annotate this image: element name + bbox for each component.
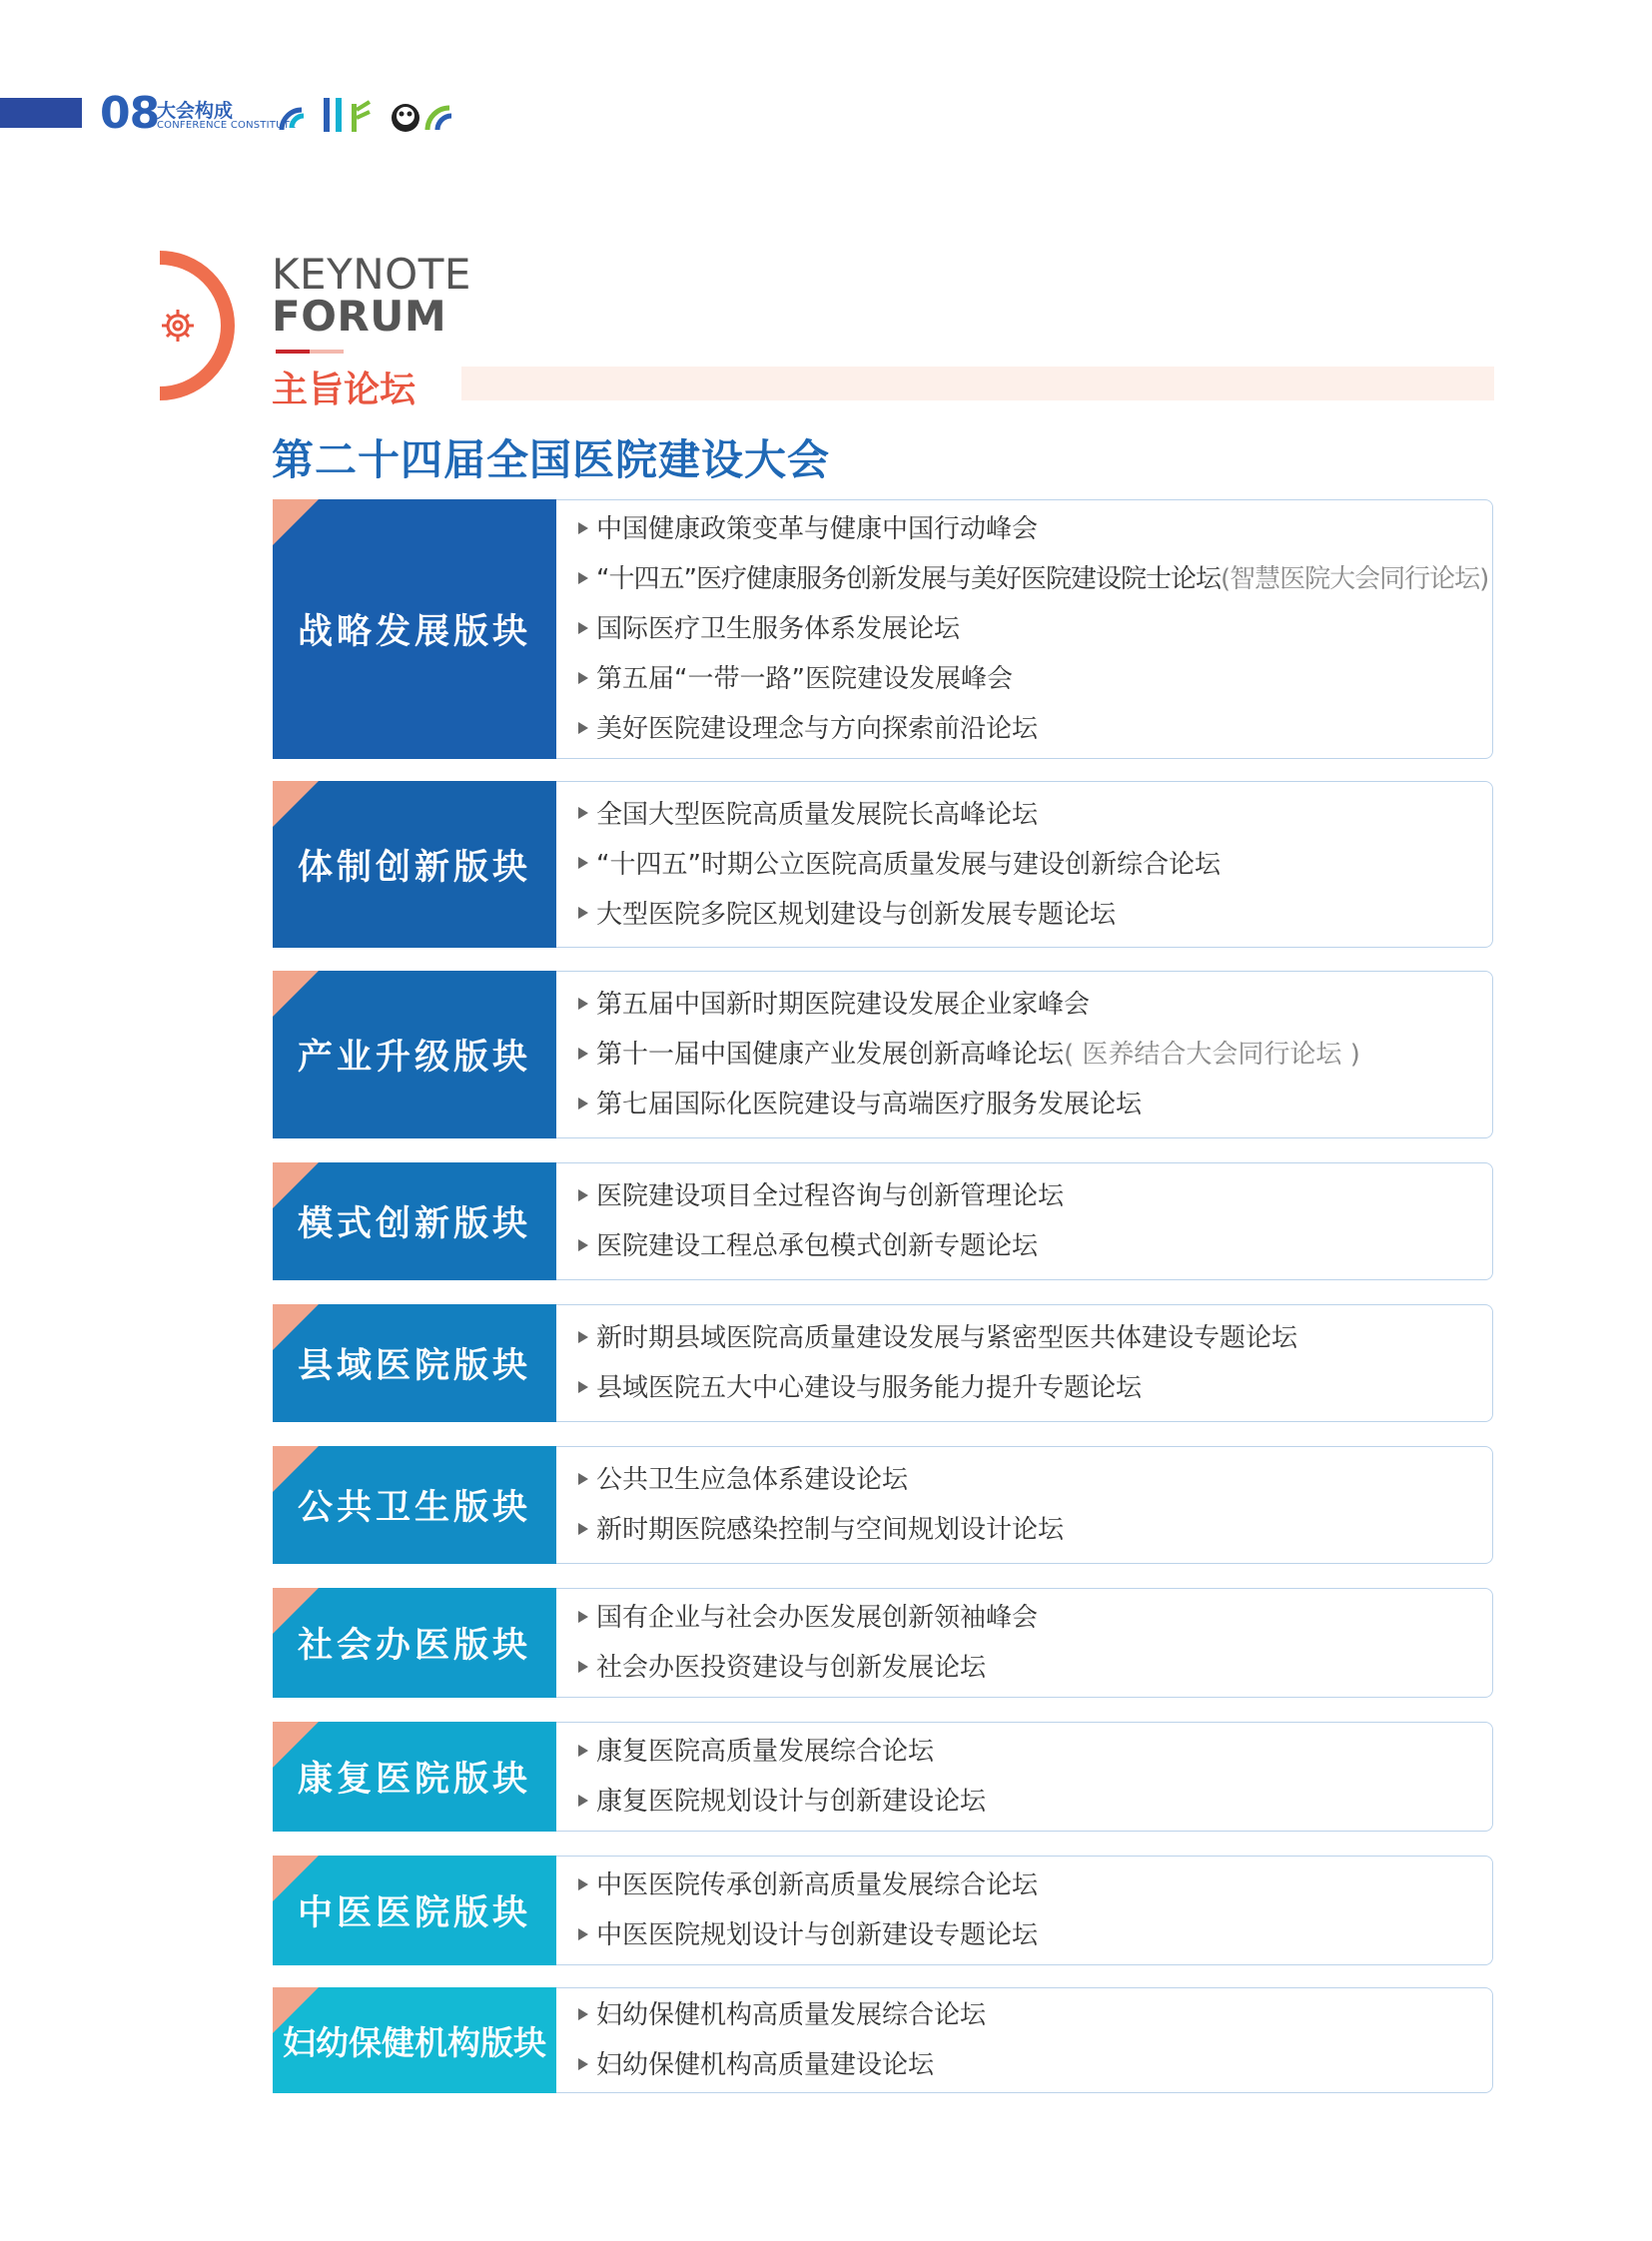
bullet-triangle-icon [578,1189,588,1201]
block-label: 妇幼保健机构版块 [283,2022,546,2062]
bullet-triangle-icon [578,1381,588,1393]
list-item: “十四五”医疗健康服务创新发展与美好医院建设院士论坛(智慧医院大会同行论坛) [578,554,1492,604]
block-items [556,1987,1493,2093]
list-item: 大型医院多院区规划建设与创新发展专题论坛 [578,890,1492,940]
bullet-triangle-icon [578,1928,588,1940]
bullet-triangle-icon [578,998,588,1010]
forum-block [273,1304,1493,1422]
bullet-triangle-icon [578,1048,588,1060]
header-bar [0,98,82,128]
block-items [556,1446,1493,1564]
list-item: 中医医院规划设计与创新建设专题论坛 [578,1910,1492,1960]
bullet-triangle-icon [578,907,588,919]
block-label: 产业升级版块 [297,1038,531,1078]
block-label-box [273,781,556,948]
block-items [556,1722,1493,1832]
section-title: 大会构成 [157,100,234,122]
bullet-triangle-icon [578,1878,588,1890]
forum-block [273,1722,1493,1832]
list-item: 全国大型医院高质量发展院长高峰论坛 [578,790,1492,840]
section-subtitle: CONFERENCE CONSTITUTE [157,120,297,131]
bullet-triangle-icon [578,1745,588,1757]
bullet-triangle-icon [578,1523,588,1535]
title-en-line1: KEYNOTE [272,250,471,299]
bullet-triangle-icon [578,807,588,819]
bullet-triangle-icon [578,1098,588,1110]
list-item: 医院建设项目全过程咨询与创新管理论坛 [578,1171,1492,1221]
bullet-triangle-icon [578,672,588,684]
item-note: ( 医养结合大会同行论坛 ) [1064,1040,1360,1070]
bullet-triangle-icon [578,1239,588,1251]
list-item: 国有企业与社会办医发展创新领袖峰会 [578,1593,1492,1643]
corner-accent [273,971,319,1017]
forum-block [273,1162,1493,1280]
bullet-triangle-icon [578,1661,588,1673]
block-items [556,1162,1493,1280]
forum-block [273,781,1493,948]
title-underline-red [276,350,310,354]
block-items [556,781,1493,948]
forum-block [273,1446,1493,1564]
title-cn: 主旨论坛 [272,370,416,410]
block-label-box [273,499,556,759]
list-item: 妇幼保健机构高质量发展综合论坛 [578,1990,1492,2040]
list-item: “十四五”时期公立医院高质量发展与建设创新综合论坛 [578,840,1492,890]
block-label: 体制创新版块 [297,847,531,888]
list-item: 康复医院规划设计与创新建设论坛 [578,1777,1492,1827]
list-item: 第五届“一带一路”医院建设发展峰会 [578,654,1492,704]
block-label: 康复医院版块 [297,1760,531,1800]
bullet-triangle-icon [578,1611,588,1623]
list-item: 第五届中国新时期医院建设发展企业家峰会 [578,980,1492,1030]
forum-block [273,971,1493,1138]
list-item: 国际医疗卫生服务体系发展论坛 [578,604,1492,654]
gear-ring-icon [140,250,240,401]
list-item: 妇幼保健机构高质量建设论坛 [578,2040,1492,2090]
item-note: (智慧医院大会同行论坛) [1220,564,1489,594]
corner-accent [273,781,319,827]
title-underline-pink [310,350,344,354]
bullet-triangle-icon [578,622,588,634]
block-items [556,1856,1493,1965]
block-label: 战略发展版块 [297,612,531,652]
page-subtitle: 第二十四届全国医院建设大会 [272,435,831,484]
forum-block [273,1588,1493,1698]
block-label: 社会办医版块 [297,1626,531,1666]
list-item: 中医医院传承创新高质量发展综合论坛 [578,1861,1492,1910]
block-label: 中医医院版块 [297,1893,531,1933]
bullet-triangle-icon [578,1473,588,1485]
page-number: 08 [100,88,160,139]
list-item: 县域医院五大中心建设与服务能力提升专题论坛 [578,1363,1492,1413]
block-items [556,1304,1493,1422]
bullet-triangle-icon [578,522,588,534]
block-label-box [273,1162,556,1280]
list-item: 第十一届中国健康产业发展创新高峰论坛( 医养结合大会同行论坛 ) [578,1030,1492,1080]
title-band [461,367,1494,400]
list-item: 新时期医院感染控制与空间规划设计论坛 [578,1505,1492,1555]
bullet-triangle-icon [578,857,588,869]
bullet-triangle-icon [578,722,588,734]
block-items [556,971,1493,1138]
block-label-box [273,1856,556,1965]
block-items [556,1588,1493,1698]
bullet-triangle-icon [578,1795,588,1807]
bullet-triangle-icon [578,2058,588,2070]
block-label-box [273,1446,556,1564]
block-label-box [273,1588,556,1698]
block-label: 模式创新版块 [297,1204,531,1244]
block-label-box [273,971,556,1138]
corner-accent [273,499,319,545]
list-item: 康复医院高质量发展综合论坛 [578,1727,1492,1777]
conference-logo-icon [278,90,467,134]
block-label: 县域医院版块 [297,1346,531,1386]
list-item: 第七届国际化医院建设与高端医疗服务发展论坛 [578,1080,1492,1129]
list-item: 新时期县域医院高质量建设发展与紧密型医共体建设专题论坛 [578,1313,1492,1363]
bullet-triangle-icon [578,572,588,584]
bullet-triangle-icon [578,2008,588,2020]
title-en-line2: FORUM [272,292,447,341]
list-item: 医院建设工程总承包模式创新专题论坛 [578,1221,1492,1271]
list-item: 中国健康政策变革与健康中国行动峰会 [578,504,1492,554]
forum-block [273,499,1493,759]
block-label-box [273,1722,556,1832]
forum-block [273,1856,1493,1965]
block-items [556,499,1493,759]
bullet-triangle-icon [578,1331,588,1343]
block-label: 公共卫生版块 [297,1488,531,1528]
forum-block [273,1987,1493,2093]
block-label-box [273,1987,556,2093]
list-item: 社会办医投资建设与创新发展论坛 [578,1643,1492,1693]
block-label-box [273,1304,556,1422]
list-item: 公共卫生应急体系建设论坛 [578,1455,1492,1505]
list-item: 美好医院建设理念与方向探索前沿论坛 [578,704,1492,754]
